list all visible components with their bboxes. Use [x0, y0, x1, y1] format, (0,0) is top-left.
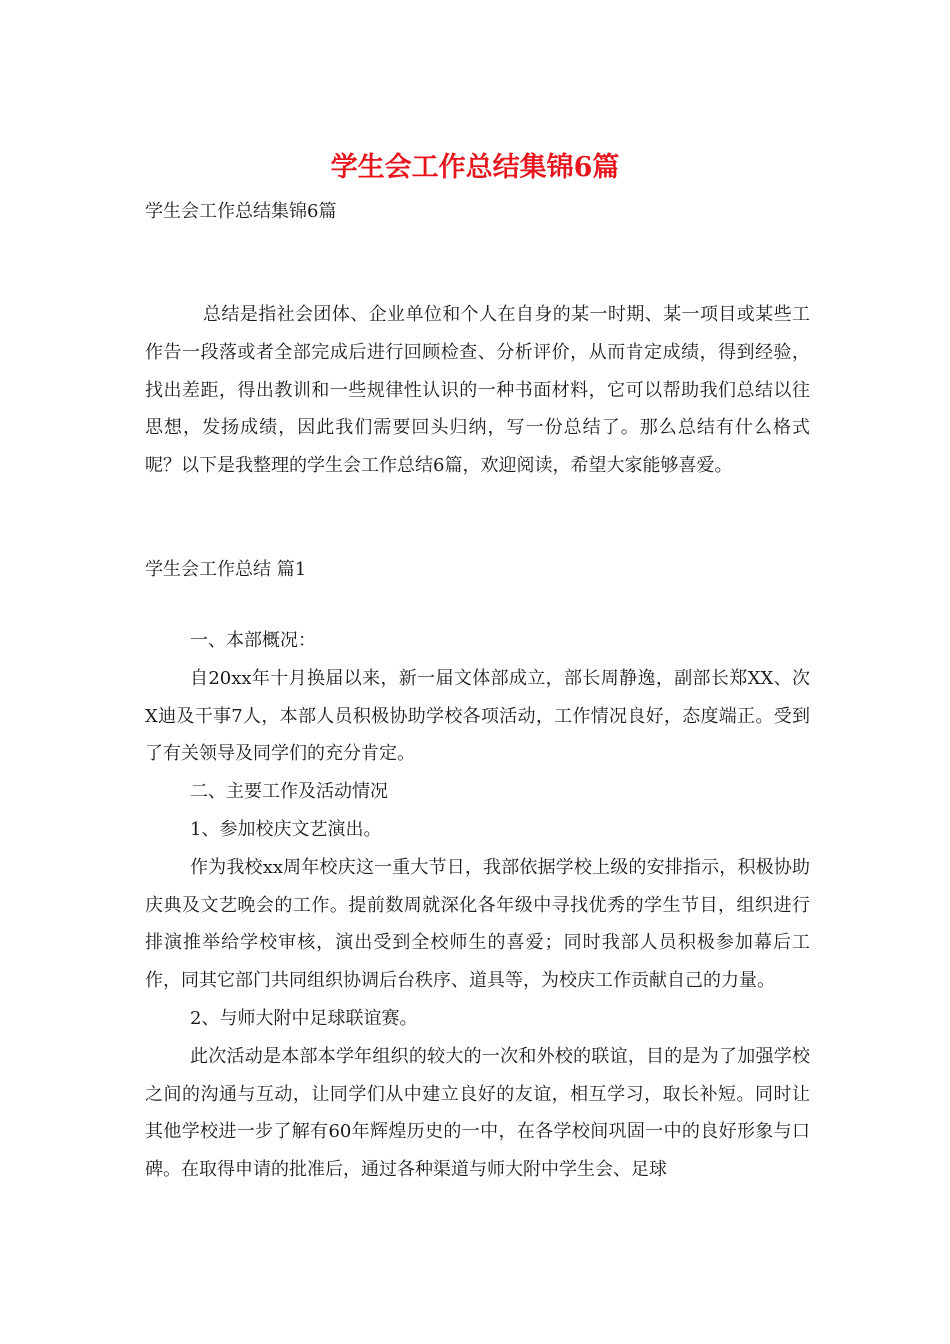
body-paragraph: 此次活动是本部本学年组织的较大的一次和外校的联谊，目的是为了加强学校之间的沟通与互动，让同学们从中建立良好的友谊，相互学习，取长补短。同时让其他学校进一步了解有60年辉煌历史的一中，在各学校间巩固一中的良好形象与口碑。在取得申请的批准后，通过各种渠道与师大附中学生会、足球 [145, 1045, 810, 1181]
document-title: 学生会工作总结集锦6篇 [330, 152, 620, 183]
section-heading: 学生会工作总结 篇1 [145, 559, 307, 580]
body-paragraph: 一、本部概况： [190, 630, 316, 651]
body-paragraph: 2、与师大附中足球联谊赛。 [190, 1007, 418, 1029]
document-subtitle: 学生会工作总结集锦6篇 [145, 201, 337, 222]
body-paragraph: 作为我校xx周年校庆这一重大节日，我部依据学校上级的安排指示，积极协助庆典及文艺晚会的工作。提前数周就深化各年级中寻找优秀的学生节目，组织进行排演推举给学校审核，演出受到全校师生的喜爱；同时我部人员积极参加幕后工作，同其它部门共同组织协调后台秩序、道具等，为校庆工作贡献自己的力量。 [145, 856, 810, 992]
body-paragraph: 二、主要工作及活动情况 [190, 781, 388, 803]
body-paragraph: 自20xx年十月换届以来，新一届文体部成立，部长周静逸，副部长郑XX、次X迪及干事7人，本部人员积极协助学校各项活动，工作情况良好，态度端正。受到了有关领导及同学们的充分肯定。 [145, 667, 810, 765]
section-body [145, 622, 810, 1189]
body-paragraph: 1、参加校庆文艺演出。 [190, 818, 382, 840]
intro-paragraph: 总结是指社会团体、企业单位和个人在自身的某一时期、某一项目或某些工作告一段落或者全部完成后进行回顾检查、分析评价，从而肯定成绩，得到经验，找出差距，得出教训和一些规律性认识的一种书面材料，它可以帮助我们总结以往思想，发扬成绩，因此我们需要回头归纳，写一份总结了。那么总结有什么格式呢？以下是我整理的学生会工作总结6篇，欢迎阅读，希望大家能够喜爱。 [145, 304, 810, 477]
